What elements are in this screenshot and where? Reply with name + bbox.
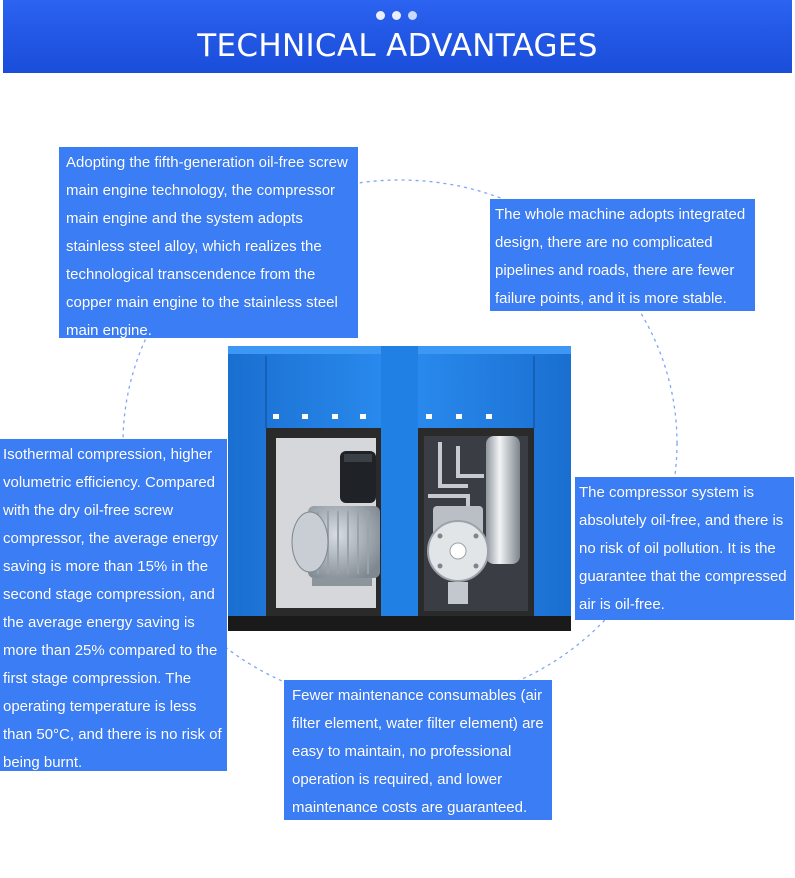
compressor-image — [228, 346, 571, 631]
advantage-box-stainless-engine: Adopting the fifth-generation oil-free screw main engine technology, the compressor main engine and the system adopts stainless steel alloy, which realizes the technological transcendence from the copper main engine to the stainless steel main engine. — [59, 147, 358, 338]
advantage-box-oil-free: The compressor system is absolutely oil-free, and there is no risk of oil pollution. It is the guarantee that the compressed air is oil-free. — [575, 477, 794, 620]
advantage-box-low-maintenance: Fewer maintenance consumables (air filter element, water filter element) are easy to maintain, no professional operation is required, and lower maintenance costs are guaranteed. — [284, 680, 552, 820]
advantage-box-isothermal-compression: Isothermal compression, higher volumetric efficiency. Compared with the dry oil-free screw compressor, the average energy saving is more than 15% in the second stage compression, and the average energy saving is more than 25% compared to the first stage compression. The operating temperature is less than 50°C, and there is no risk of being burnt. — [0, 439, 227, 771]
page-title: TECHNICAL ADVANTAGES — [197, 28, 598, 64]
advantage-box-integrated-design: The whole machine adopts integrated design, there are no complicated pipelines and roads, there are fewer failure points, and it is more stable. — [490, 199, 755, 311]
